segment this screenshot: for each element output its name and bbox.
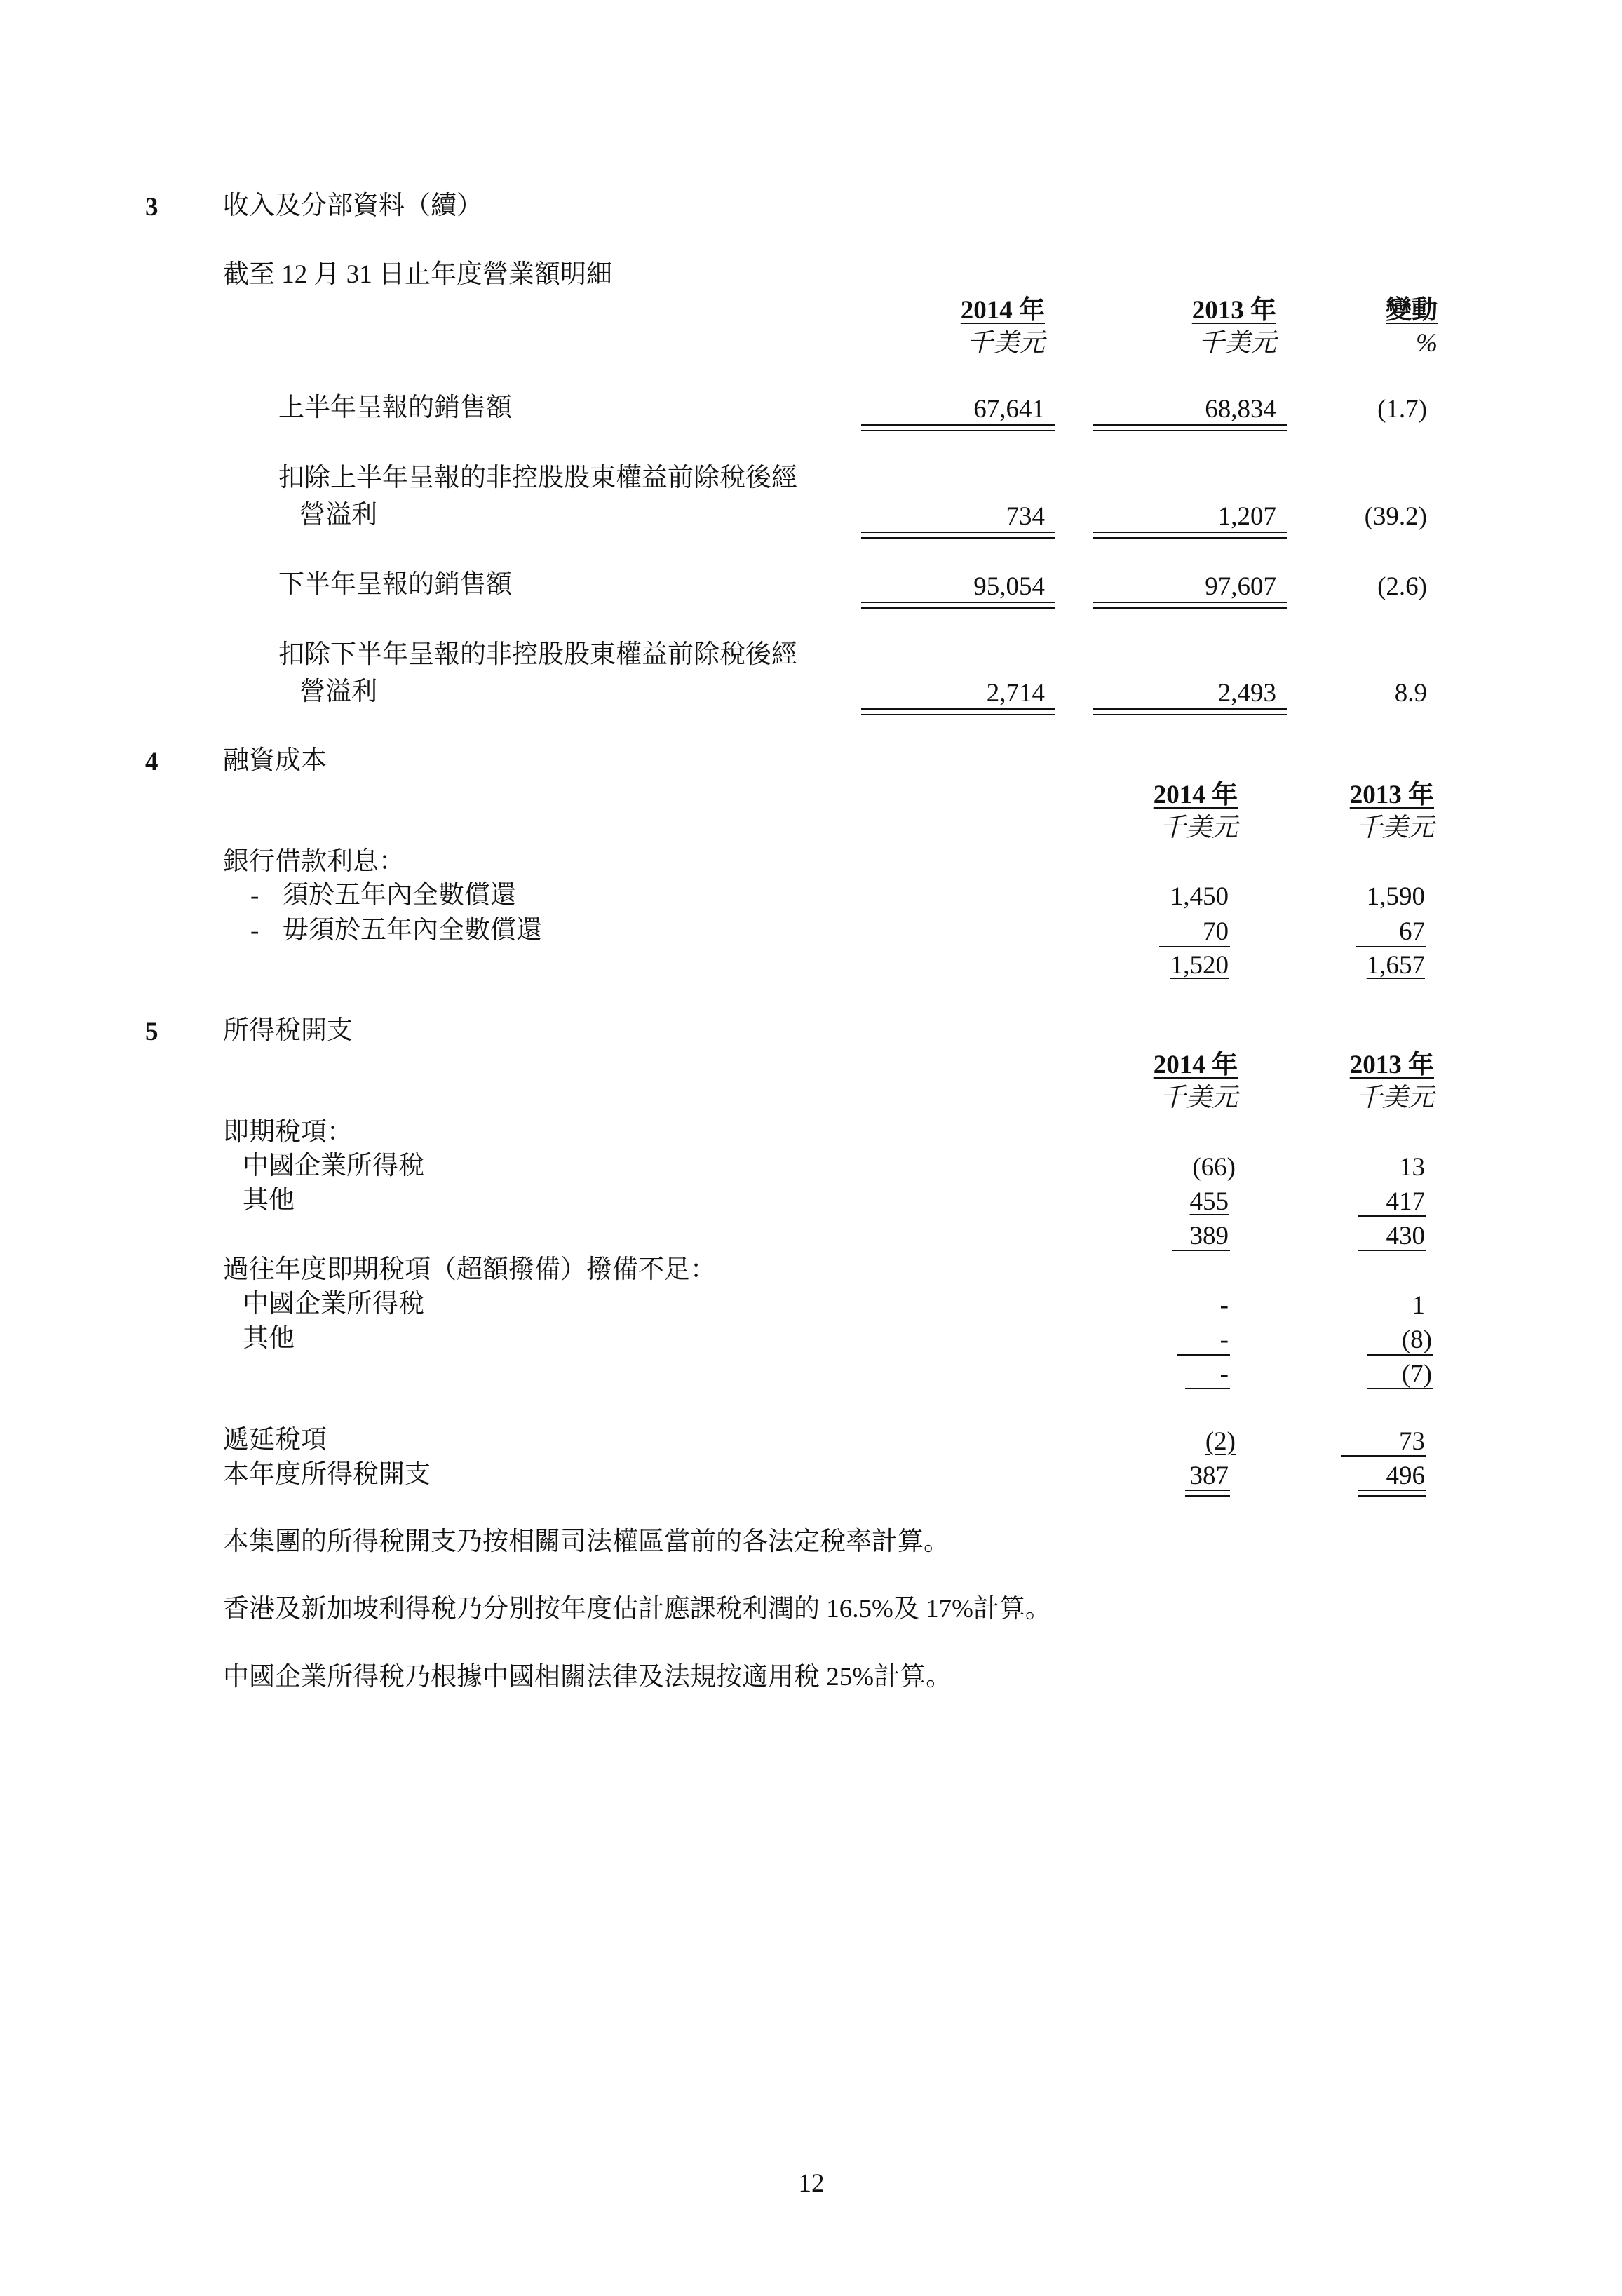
col-header-2014: 2014 年 [1153,781,1238,809]
unit-2013: 千美元 [1198,329,1276,358]
subtotal-rule [1177,1354,1230,1356]
section-5-number: 5 [145,1018,158,1046]
row-label: 須於五年內全數償還 [283,881,516,910]
row-value-2014: 70 [1203,917,1229,946]
deferred-tax-label: 遞延稅項 [223,1426,327,1454]
row-label: 其他 [243,1324,295,1353]
row-value-2013: 13 [1399,1153,1425,1182]
row-value-2013: 2,493 [1217,679,1276,708]
section-4-title: 融資成本 [223,746,327,775]
subtotal-rule [1358,1250,1426,1251]
row-label: 上半年呈報的銷售額 [278,393,512,422]
bullet-dash: - [250,882,259,910]
section-4-number: 4 [145,748,158,776]
prior-year-label: 過往年度即期稅項（超額撥備）撥備不足： [223,1255,716,1284]
row-value-2014: 734 [1006,502,1045,531]
bullet-dash: - [250,917,259,945]
total-2013: 1,657 [1366,951,1425,980]
row-value-2013: 1,590 [1366,882,1425,911]
double-rule [1093,602,1287,609]
row-change: (39.2) [1364,502,1427,531]
double-rule [861,708,1055,715]
row-label-cont: 營溢利 [299,677,377,706]
subtotal-2013: 430 [1386,1222,1425,1250]
unit-2014: 千美元 [1160,813,1238,842]
col-header-2014: 2014 年 [1153,1051,1238,1079]
row-value-2014: (66) [1192,1153,1236,1182]
deferred-2014: (2) [1205,1427,1236,1456]
row-value-2014: 455 [1189,1187,1229,1216]
row-value-2014: 1,450 [1170,882,1229,911]
row-label: 下半年呈報的銷售額 [278,570,512,599]
unit-change: % [1416,329,1438,358]
unit-2014: 千美元 [967,329,1045,358]
subtotal-rule [1356,946,1426,947]
row-change: (1.7) [1377,395,1427,424]
row-label-cont: 營溢利 [299,501,377,529]
current-tax-label: 即期稅項： [223,1118,353,1147]
total-2013: 496 [1386,1461,1425,1490]
row-value-2013: 68,834 [1205,395,1276,424]
total-2014: 387 [1189,1461,1229,1490]
double-rule [1093,532,1287,539]
row-value-2014: 95,054 [973,572,1045,601]
row-label: 其他 [243,1186,295,1215]
subtotal-rule [1172,1250,1230,1251]
subtotal-2014: - [1219,1360,1229,1389]
row-value-2013: 67 [1399,917,1425,946]
row-value-2014: 67,641 [973,395,1045,424]
col-header-2013: 2013 年 [1349,781,1434,809]
row-value-2014: - [1219,1291,1229,1320]
section-5-title: 所得稅開支 [223,1016,353,1045]
double-rule [1093,424,1287,431]
double-rule [1093,708,1287,715]
col-header-change: 變動 [1386,296,1438,325]
note-paragraph: 香港及新加坡利得稅乃分別按年度估計應課稅利潤的 16.5%及 17%計算。 [223,1595,1051,1623]
row-label: 毋須於五年內全數償還 [283,916,542,945]
section-3-title: 收入及分部資料（續） [223,191,482,220]
total-tax-label: 本年度所得稅開支 [223,1460,431,1489]
col-header-2014: 2014 年 [960,296,1045,325]
subtotal-2014: 389 [1189,1222,1229,1250]
row-label: 扣除下半年呈報的非控股股東權益前除稅後經 [278,640,797,669]
subtotal-rule [1367,1388,1433,1389]
col-header-2013: 2013 年 [1349,1051,1434,1079]
row-value-2013: 417 [1386,1187,1425,1216]
row-value-2014: - [1219,1325,1229,1354]
row-change: (2.6) [1377,572,1427,601]
unit-2013: 千美元 [1356,813,1434,842]
row-value-2013: 97,607 [1205,572,1276,601]
col-header-2013: 2013 年 [1191,296,1276,325]
row-label: 中國企業所得稅 [243,1290,424,1318]
double-rule [861,602,1055,609]
subtotal-rule [1367,1354,1433,1356]
double-rule [861,424,1055,431]
subtotal-rule [1358,1215,1426,1217]
subtotal-rule [1159,946,1230,947]
double-rule [1185,1490,1230,1497]
row-change: 8.9 [1394,679,1427,708]
note-paragraph: 本集團的所得稅開支乃按相關司法權區當前的各法定稅率計算。 [223,1527,949,1556]
section-3-number: 3 [145,193,158,222]
unit-2014: 千美元 [1160,1083,1238,1112]
deferred-2013: 73 [1399,1427,1425,1456]
row-value-2013: 1,207 [1217,502,1276,531]
total-2014: 1,520 [1170,951,1229,980]
row-value-2013: 1 [1412,1291,1425,1320]
row-label: 中國企業所得稅 [243,1152,424,1180]
note-paragraph: 中國企業所得稅乃根據中國相關法律及法規按適用稅 25%計算。 [223,1663,952,1691]
row-value-2013: (8) [1401,1325,1432,1354]
group-label: 銀行借款利息： [223,847,405,876]
row-label: 扣除上半年呈報的非控股股東權益前除稅後經 [278,464,797,492]
subtotal-2013: (7) [1401,1360,1432,1389]
page-number: 12 [798,2169,825,2198]
double-rule [1358,1490,1426,1497]
subtotal-rule [1341,1455,1426,1457]
row-value-2014: 2,714 [986,679,1045,708]
unit-2013: 千美元 [1356,1083,1434,1112]
subtotal-rule [1185,1388,1230,1389]
section-3-subtitle: 截至 12 月 31 日止年度營業額明細 [223,260,612,289]
double-rule [861,532,1055,539]
